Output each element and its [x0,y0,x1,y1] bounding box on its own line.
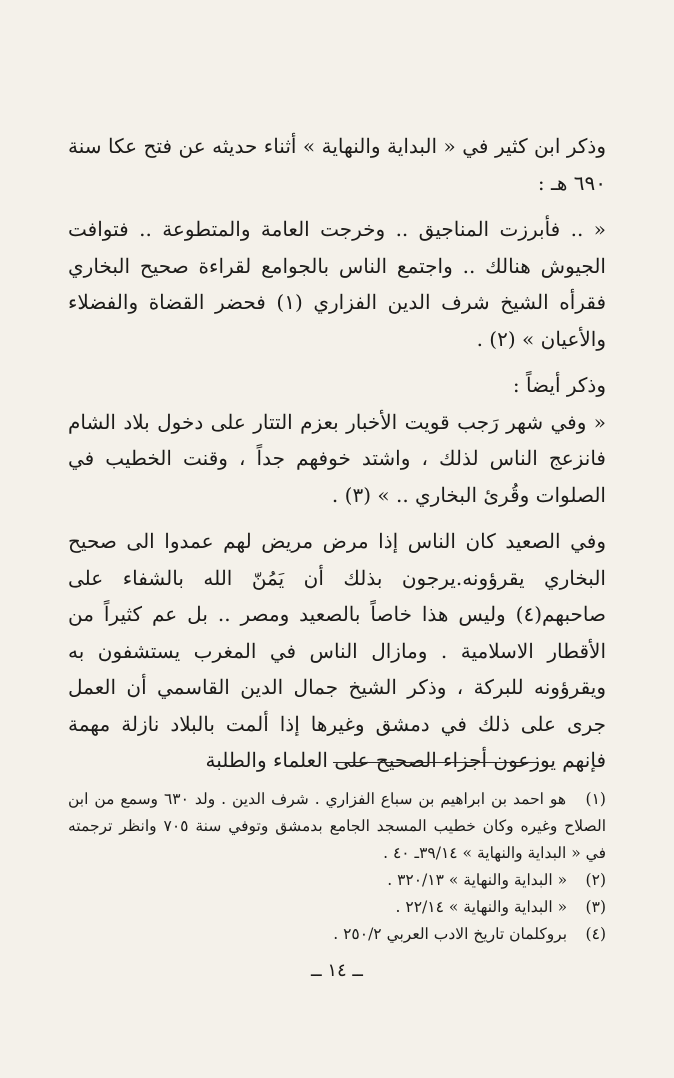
paragraph-upper-egypt: وفي الصعيد كان الناس إذا مرض مريض لهم عمدوا الى صحيح البخاري يقرؤونه.يرجون بذلك أن يَمُنّ الله بالشفاء على صاحبهم(٤) وليس هذا خاصاً بالصعيد ومصر .. بل عم كثيراً من الأقطار الاسلامية . ومازال الناس في المغرب يستشفون به ويقرؤونه للبركة ، وذكر الشيخ جمال الدين القاسمي أن العمل جرى على ذلك في دمشق وغيرها إذا ألمت بالبلاد نازلة مهمة فإنهم يوزعون أجزاء الصحيح على العلماء والطلبة [68,529,606,772]
footnote-separator [333,762,538,763]
footnote-number: (٤) [585,925,606,943]
footnote-number: (٣) [585,898,606,916]
footnote-number: (٢) [585,871,606,889]
page-number: ــ ١٤ ــ [311,960,363,981]
footnote-4 [68,921,606,948]
footnote-number: (١) [585,790,606,808]
quote-acre: « .. فأبرزت المناجيق .. وخرجت العامة والمتطوعة .. فتوافت الجيوش هنالك .. واجتمع الناس بالجوامع لقراءة صحيح البخاري فقرأه الشيخ شرف الدين الفزاري (١) فحضر القضاة والفضلاء والأعيان » (٢) . [68,217,606,351]
paragraph-also: وذكر أيضاً : [512,373,606,397]
footnote-2 [68,867,606,894]
main-text [68,128,606,779]
footnote-text: « البداية والنهاية » ٢٢/١٤ . [395,898,568,916]
footnote-text: بروكلمان تاريخ الادب العربي ٢٥٠/٢ . [333,925,568,943]
quote-rajab: « وفي شهر رَجب قويت الأخبار بعزم التتار على دخول بلاد الشام فانزعج الناس لذلك ، واشتد خوفهم جداً ، وقنت الخطيب في الصلوات وقُرئ البخاري .. » (٣) . [68,409,606,507]
paragraph-intro: وذكر ابن كثير في « البداية والنهاية » أثناء حديثه عن فتح عكا سنة ٦٩٠ هـ : [68,134,606,195]
footnote-text: هو احمد بن ابراهيم بن سباع الفزاري . شرف الدين . ولد ٦٣٠ وسمع من ابن الصلاح وغيره وكان خطيب المسجد الجامع بدمشق وتوفي سنة ٧٠٥ وانظر ترجمته في « البداية والنهاية » ٣٩/١٤ـ ٤٠ . [68,790,607,862]
footnote-text: « البداية والنهاية » ٣٢٠/١٣ . [387,871,568,889]
footnotes [68,786,606,948]
footnote-3 [68,894,606,921]
footnote-1 [68,786,606,867]
